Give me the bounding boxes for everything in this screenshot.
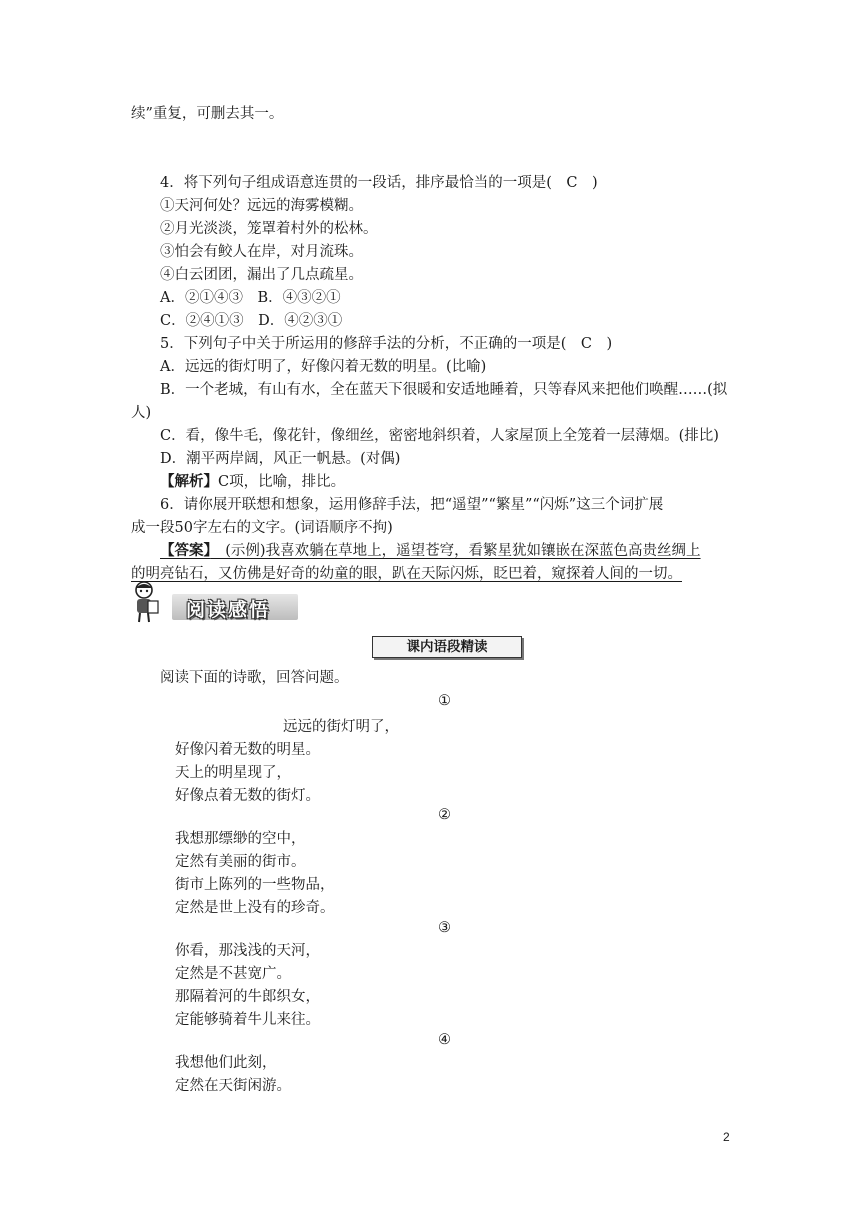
q5-option-b-cont: 人) [131, 405, 152, 421]
page-number: 2 [723, 1130, 730, 1144]
section-badge: 课内语段精读 [372, 636, 522, 658]
poem-line: 定然在天街闲游。 [175, 1078, 291, 1094]
q6-answer-line-2: 的明亮钻石，又仿佛是好奇的幼童的眼，趴在天际闪烁，眨巴着，窥探着人间的一切。 [131, 566, 682, 582]
poem-line: 你看，那浅浅的天河， [175, 943, 320, 959]
q4-stem: 4．将下列句子组成语意连贯的一段话，排序最恰当的一项是( C ) [160, 175, 598, 191]
poem-line: 定能够骑着牛儿来往。 [175, 1012, 320, 1028]
answer-tag: 【答案】 [160, 542, 211, 559]
q5-stem: 5．下列句子中关于所运用的修辞手法的分析，不正确的一项是( C ) [160, 336, 613, 352]
stanza-number: ④ [438, 1032, 451, 1048]
poem-line: 街市上陈列的一些物品， [175, 877, 335, 893]
q6-answer-line-1 [160, 541, 701, 561]
poem-line: 定然有美丽的街市。 [175, 854, 306, 870]
q4-sentence-4: ④白云团团，漏出了几点疏星。 [160, 267, 363, 283]
q6-stem-line-1: 6．请你展开联想和想象，运用修辞手法，把“遥望”“繁星”“闪烁”这三个词扩展 [160, 497, 664, 513]
q5-option-c: C．看，像牛毛，像花针，像细丝，密密地斜织着，人家屋顶上全笼着一层薄烟。(排比) [160, 428, 719, 444]
poem-line: 那隔着河的牛郎织女， [175, 989, 320, 1005]
q4-options-cd: C．②④①③ D．④②③① [160, 313, 343, 329]
q5-option-d: D．潮平两岸阔，风正一帆悬。(对偶) [160, 451, 401, 467]
q5-option-a: A．远远的街灯明了，好像闪着无数的明星。(比喻) [160, 359, 487, 375]
poem-line: 定然是世上没有的珍奇。 [175, 900, 335, 916]
stanza-number: ③ [438, 920, 451, 936]
poem-line: 我想他们此刻， [175, 1055, 277, 1071]
analysis-text: C项，比喻，排比。 [218, 474, 346, 490]
stanza-number: ② [438, 807, 451, 823]
q4-options-ab: A．②①④③ B．④③②① [160, 290, 341, 306]
banner-title: 阅读感悟 [186, 599, 271, 621]
prev-question-continuation: 续”重复，可删去其一。 [131, 106, 284, 122]
reading-intro: 阅读下面的诗歌，回答问题。 [160, 670, 349, 686]
poem-line: 远远的街灯明了， [283, 719, 399, 735]
poem-line: 天上的明星现了， [175, 765, 291, 781]
q4-sentence-2: ②月光淡淡，笼罩着村外的松林。 [160, 221, 378, 237]
poem-line: 我想那缥缈的空中， [175, 831, 306, 847]
q4-sentence-1: ①天河何处？远远的海雾模糊。 [160, 198, 363, 214]
q5-analysis [160, 472, 345, 492]
section-banner [128, 580, 298, 624]
q5-option-b: B．一个老城，有山有水，全在蓝天下很暖和安适地睡着，只等春风来把他们唤醒……(拟 [160, 382, 728, 398]
stanza-number: ① [438, 693, 451, 709]
answer-text: (示例)我喜欢躺在草地上，遥望苍穹，看繁星犹如镶嵌在深蓝色高贵丝绸上 [210, 543, 701, 559]
q4-sentence-3: ③怕会有鲛人在岸，对月流珠。 [160, 244, 363, 260]
analysis-tag: 【解析】 [160, 473, 218, 490]
student-figure-icon [128, 580, 168, 624]
q6-stem-line-2: 成一段50字左右的文字。(词语顺序不拘) [131, 520, 393, 536]
poem-line: 好像点着无数的街灯。 [175, 788, 320, 804]
poem-line: 好像闪着无数的明星。 [175, 742, 320, 758]
poem-line: 定然是不甚宽广。 [175, 966, 291, 982]
